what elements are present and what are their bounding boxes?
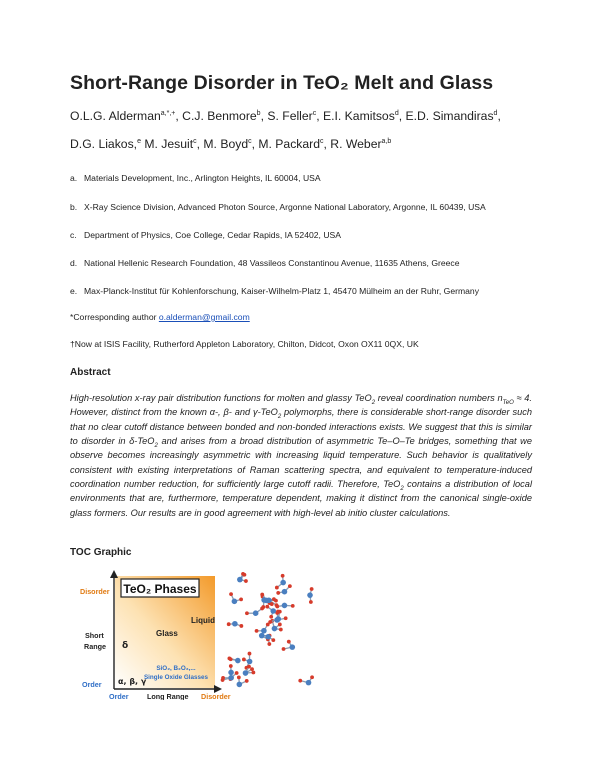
oxygen-atom [244, 579, 248, 583]
oxygen-atom [275, 605, 279, 609]
oxygen-atom [268, 620, 272, 624]
oxygen-atom [272, 597, 276, 601]
author: O.L.G. Alderman$^{a,*,+}$ [70, 109, 176, 123]
affiliation-a: a. Materials Development, Inc., Arlington Heights, IL 60004, USA [70, 173, 321, 183]
tellurium-atom [307, 592, 313, 598]
tellurium-atom [235, 658, 241, 664]
x-axis-right-label: Disorder [201, 692, 231, 700]
tellurium-atom [247, 659, 253, 665]
oxygen-atom [279, 628, 283, 632]
oxygen-atom [288, 584, 292, 588]
oxygen-atom [275, 586, 279, 590]
x-axis-left-label: Order [109, 692, 129, 700]
author: , S. Feller$^c$ [260, 109, 317, 123]
author: D.G. Liakos,$^e$ [70, 137, 141, 151]
oxygen-atom [251, 671, 255, 675]
author: , C.J. Benmore$^b$ [175, 109, 261, 123]
tellurium-atom [232, 599, 238, 605]
oxygen-atom [229, 664, 233, 668]
affiliation-e: e. Max-Planck-Institut für Kohlenforschung, Kaiser-Wilhelm-Platz 1, 45470 Mülheim an der Ruhr, Germany [70, 286, 480, 296]
tellurium-atom [232, 621, 238, 627]
paper-title: Short-Range Disorder in TeO₂ Melt and Glass [70, 72, 494, 94]
oxygen-atom [282, 647, 286, 651]
y-axis-arrow-icon [110, 570, 118, 578]
liquid-label: Liquid [191, 616, 215, 625]
y-axis-mid-label-1: Short [85, 631, 104, 640]
tellurium-atom [243, 670, 249, 676]
tellurium-atom [282, 603, 288, 609]
oxygen-atom [248, 652, 252, 656]
oxides-label-1: SiO₂, B₂O₃,... [156, 665, 196, 672]
tellurium-atom [272, 626, 278, 632]
abstract-heading: Abstract [70, 367, 111, 378]
tellurium-atom [261, 628, 267, 634]
author: , E.D. Simandiras$^d$ [398, 109, 498, 123]
tellurium-atom [265, 634, 271, 640]
oxygen-atom [287, 640, 291, 644]
author: , E.I. Kamitsos$^d$ [316, 109, 399, 123]
oxygen-atom [247, 665, 251, 669]
phase-title: TeO₂ Phases [123, 582, 197, 596]
affiliation-b: b. X-Ray Science Division, Advanced Photon Source, Argonne National Laboratory, Argonne, IL 60439, USA [70, 202, 486, 212]
tellurium-atom [237, 682, 243, 688]
oxygen-atom [310, 675, 314, 679]
y-axis-bottom-label: Order [82, 680, 102, 689]
toc-heading: TOC Graphic [70, 547, 132, 558]
tellurium-atom [253, 610, 259, 616]
tellurium-atom [237, 577, 243, 583]
tellurium-atom [264, 598, 270, 604]
author: , M. Packard$^c$ [251, 137, 324, 151]
present-address-note: †Now at ISIS Facility, Rutherford Appleton Laboratory, Chilton, Didcot, Oxon OX11 0QX, UK [70, 339, 419, 349]
oxygen-atom [250, 667, 254, 671]
tellurium-atom [228, 675, 234, 681]
oxides-label-2: Single Oxide Glasses [143, 674, 209, 681]
oxygen-atom [245, 679, 249, 683]
oxygen-atom [278, 623, 282, 627]
author: , R. Weber$^{a,b}$ [323, 137, 392, 151]
author-separator: , [497, 109, 501, 123]
tellurium-atom [270, 608, 276, 614]
oxygen-atom [221, 676, 225, 680]
toc-graphic-svg [78, 566, 522, 700]
oxygen-atom [281, 574, 285, 578]
tellurium-atom [280, 580, 286, 586]
oxygen-atom [237, 675, 241, 679]
tellurium-atom [228, 670, 234, 676]
glass-label: Glass [156, 629, 178, 638]
molecular-structure-illustration [221, 572, 314, 687]
tellurium-atom [275, 616, 281, 622]
affiliation-d: d. National Hellenic Research Foundation, 48 Vassileos Constantinou Avenue, 11635 Athens, Greece [70, 258, 460, 268]
tellurium-atom [259, 633, 265, 639]
oxygen-atom [309, 600, 313, 604]
author-list-line-1 [70, 109, 501, 123]
delta-label: δ [122, 641, 129, 651]
oxygen-atom [265, 605, 269, 609]
author: M. Jesuit$^c$ [140, 137, 197, 151]
oxygen-atom [267, 642, 271, 646]
oxygen-atom [235, 671, 239, 675]
oxygen-atom [284, 616, 288, 620]
oxygen-atom [241, 572, 245, 576]
oxygen-atom [229, 657, 233, 661]
oxygen-atom [310, 587, 314, 591]
tellurium-atom [290, 644, 296, 650]
oxygen-atom [255, 629, 259, 633]
author-list-line-2 [70, 137, 391, 151]
oxygen-atom [291, 604, 295, 608]
corresponding-author: *Corresponding author o.alderman@gmail.com [70, 312, 250, 322]
oxygen-atom [229, 592, 233, 596]
affiliation-c: c. Department of Physics, Coe College, Cedar Rapids, IA 52402, USA [70, 230, 341, 240]
oxygen-atom [239, 597, 243, 601]
x-axis-mid-label: Long Range [147, 692, 189, 700]
abstract-body: High-resolution x-ray pair distribution functions for molten and glassy TeO$_2$ reveal coordination numbers $n_{TeO} \approx 4$. However, distinct from the known α-, β- and γ-TeO$_2$ polymorphs, there is considerable short-range disorder such that no clear cutoff distance between bonded and non-bonded interactions exists. We suggest that this is similar to disorder in δ-TeO$_2$ and arises from a broad distribution of asymmetric Te–O–Te bridges, something that we observe becomes increasingly asymmetric with increasing liquid temperature. Such behavior is qualitatively consistent with existing interpretations of Raman scattering spectra, and equivalent to temperature-induced coordination number reduction, for sufficiently large cutoff radii. Therefore, TeO$_2$ contains a distribution of local environments that are, furthermore, temperature dependent, making it distinct from the canonical single-oxide glass formers. Our results are in good agreement with high-level ab initio cluster calculations. [70, 393, 533, 518]
author: , M. Boyd$^c$ [196, 137, 252, 151]
tellurium-atom [282, 589, 288, 595]
oxygen-atom [242, 658, 246, 662]
oxygen-atom [227, 622, 231, 626]
y-axis-mid-label-2: Range [84, 642, 106, 651]
oxygen-atom [260, 607, 264, 611]
oxygen-atom [245, 611, 249, 615]
oxygen-atom [269, 615, 273, 619]
oxygen-atom [276, 591, 280, 595]
oxygen-atom [271, 638, 275, 642]
email-link[interactable]: o.alderman@gmail.com [158, 312, 250, 322]
crystal-label: α, β, γ [118, 677, 147, 686]
oxygen-atom [260, 593, 264, 597]
oxygen-atom [298, 679, 302, 683]
oxygen-atom [239, 624, 243, 628]
tellurium-atom [306, 680, 312, 686]
y-axis-top-label: Disorder [80, 587, 110, 596]
toc-graphic [78, 566, 522, 700]
